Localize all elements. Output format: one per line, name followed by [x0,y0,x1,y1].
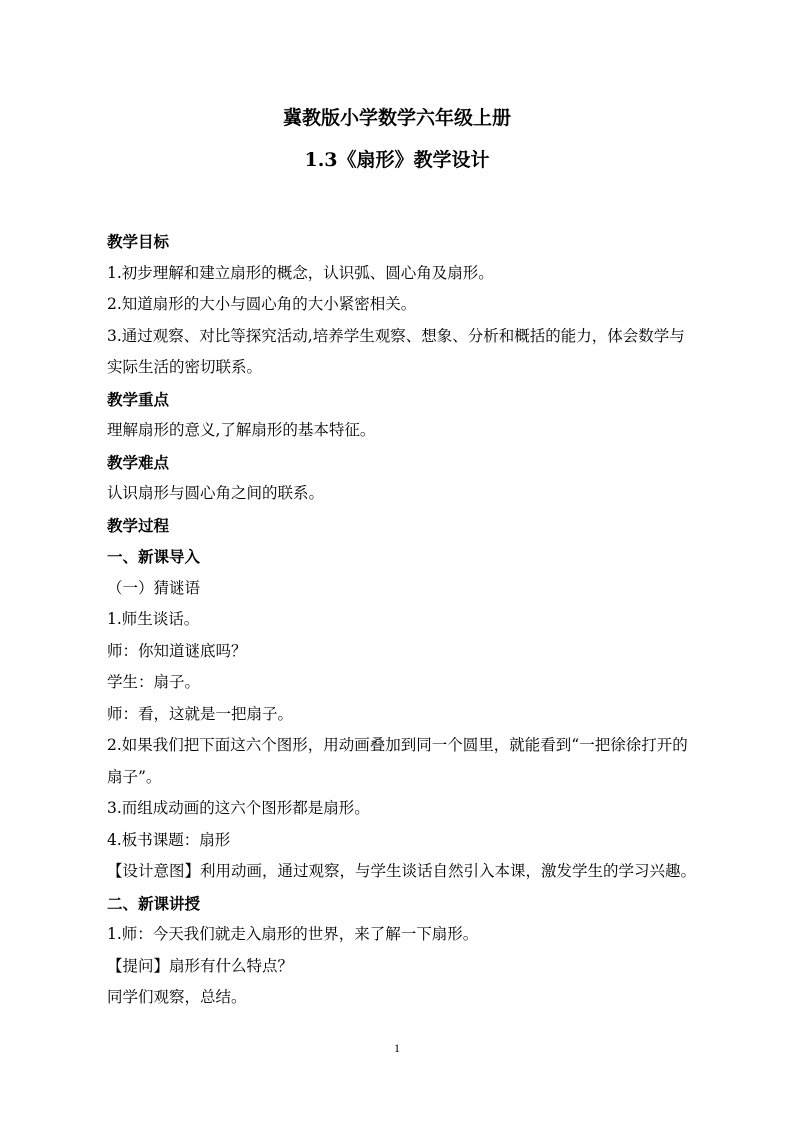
section1-subheading: （一）猜谜语 [107,578,201,597]
question: 【提问】扇形有什么特点？ [107,956,294,975]
key-point-text: 理解扇形的意义,了解扇形的基本特征。 [107,421,376,439]
paragraph: 学生：扇子。 [107,673,201,691]
paragraph: 1.师：今天我们就走入扇形的世界，来了解一下扇形。 [107,925,479,943]
paragraph: 1.师生谈话。 [107,610,200,628]
objective-item: 1.初步理解和建立扇形的概念，认识弧、圆心角及扇形。 [107,263,494,282]
paragraph: 4.板书课题：扇形 [107,830,231,849]
document-body [107,226,697,1014]
difficulty-heading: 教学难点 [107,452,170,472]
paragraph: 同学们观察，总结。 [107,988,247,1006]
document-title: 冀教版小学数学六年级上册 [282,107,511,129]
paragraph: 师：你知道谜底吗？ [107,641,247,660]
process-heading: 教学过程 [107,515,170,535]
design-intent: 【设计意图】利用动画，通过观察，与学生谈话自然引入本课，激发学生的学习兴趣。 [107,862,697,880]
objective-item: 2.知道扇形的大小与圆心角的大小紧密相关。 [107,295,417,313]
objectives-heading: 教学目标 [107,232,170,251]
key-point-heading: 教学重点 [107,389,170,409]
objective-item: 3.通过观察、对比等探究活动,培养学生观察、想象、分析和概括的能力，体会数学与实际生活的密切联系。 [107,326,685,376]
paragraph: 3.而组成动画的这六个图形都是扇形。 [107,799,370,817]
paragraph: 2.如果我们把下面这六个图形，用动画叠加到同一个圆里，就能看到“一把徐徐打开的扇子”。 [107,736,688,786]
page-number: 1 [394,1041,400,1055]
section1-heading: 一、新课导入 [107,547,201,566]
document-subtitle: 1.3《扇形》教学设计 [304,149,490,171]
section2-heading: 二、新课讲授 [107,893,201,913]
difficulty-text: 认识扇形与圆心角之间的联系。 [107,484,325,502]
paragraph: 师：看，这就是一把扇子。 [107,704,294,723]
